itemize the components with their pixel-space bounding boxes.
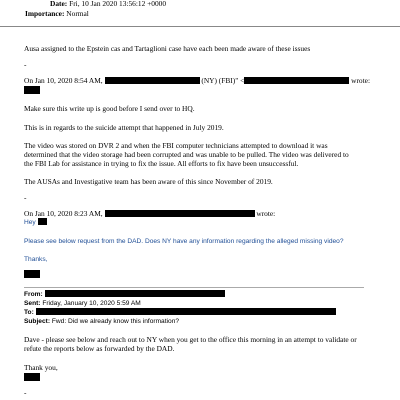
intro-text: Ausa assigned to the Epstein cas and Tartaglioni case have each been made aware of these issues — [24, 44, 311, 53]
header-divider — [0, 26, 400, 27]
signoff-text: Thank you, — [24, 363, 58, 372]
paragraph-line: the FBI Lab for assistance in trying to fix the issue. All efforts to fix have been unsuccessful. — [24, 159, 299, 168]
paragraph: The AUSAs and Investigative team has been aware of this since November of 2019. — [24, 177, 273, 186]
redaction-block — [38, 218, 47, 225]
redaction-block — [244, 77, 349, 84]
separator-dash: - — [24, 193, 27, 202]
quote-sender-org: (NY) (FBI)" < — [201, 76, 245, 85]
from-row — [24, 290, 225, 299]
importance-value: Normal — [66, 9, 89, 18]
sent-row — [24, 299, 141, 308]
paragraph: This is in regards to the suicide attempt that happened in July 2019. — [24, 123, 224, 132]
date-label: Date: — [50, 0, 68, 8]
thanks-text: Thanks, — [24, 256, 48, 263]
quote-wrote: wrote: — [256, 209, 276, 218]
redaction-block — [24, 270, 40, 278]
date-row — [50, 0, 166, 8]
date-value: Fri, 10 Jan 2020 13:56:12 +0000 — [69, 0, 167, 8]
separator-dash: - — [24, 388, 27, 397]
importance-label: Importance: — [25, 9, 65, 18]
redaction-block — [24, 86, 40, 94]
greeting-line — [24, 218, 47, 227]
redaction-block — [45, 290, 225, 297]
from-label: From: — [24, 291, 43, 298]
paragraph-line: Dave - please see below and reach out to NY when you get to the office this morning in an attempt to validate or — [24, 335, 357, 344]
subject-row — [24, 317, 179, 326]
sent-label: Sent: — [24, 300, 41, 307]
paragraph: Make sure this write up is good before I send over to HQ. — [24, 104, 195, 113]
subject-label: Subject: — [24, 318, 51, 325]
redaction-block — [105, 77, 200, 84]
quote-date: On Jan 10, 2020 8:23 AM, — [24, 209, 103, 218]
to-row — [24, 308, 336, 317]
quote-header-2 — [24, 209, 275, 218]
paragraph-line: The video was stored on DVR 2 and when the FBI computer technicians attempted to download it was — [24, 141, 328, 150]
forward-divider — [24, 287, 364, 288]
sent-value: Friday, January 10, 2020 5:59 AM — [42, 300, 141, 307]
to-label: To: — [24, 309, 34, 316]
quote-header-1 — [24, 76, 370, 85]
importance-row — [25, 9, 89, 18]
redaction-block — [105, 210, 255, 217]
quote-date: On Jan 10, 2020 8:54 AM, — [24, 76, 103, 85]
paragraph-line: refute the reports below as forwarded by the DAD. — [24, 344, 175, 353]
redaction-block — [24, 373, 40, 381]
separator-dash: - — [24, 60, 27, 69]
subject-value: Fwd: Did we already know this information? — [51, 318, 180, 325]
redaction-block — [36, 308, 336, 315]
greeting: Hey — [24, 219, 36, 226]
paragraph-line: determined that the video storage had been corrupted and was unable to be pulled. The video was delivered to — [24, 150, 349, 159]
quote-wrote: wrote: — [351, 76, 371, 85]
request-text: Please see below request from the DAD. Does NY have any information regarding the alleged missing video? — [24, 238, 344, 245]
